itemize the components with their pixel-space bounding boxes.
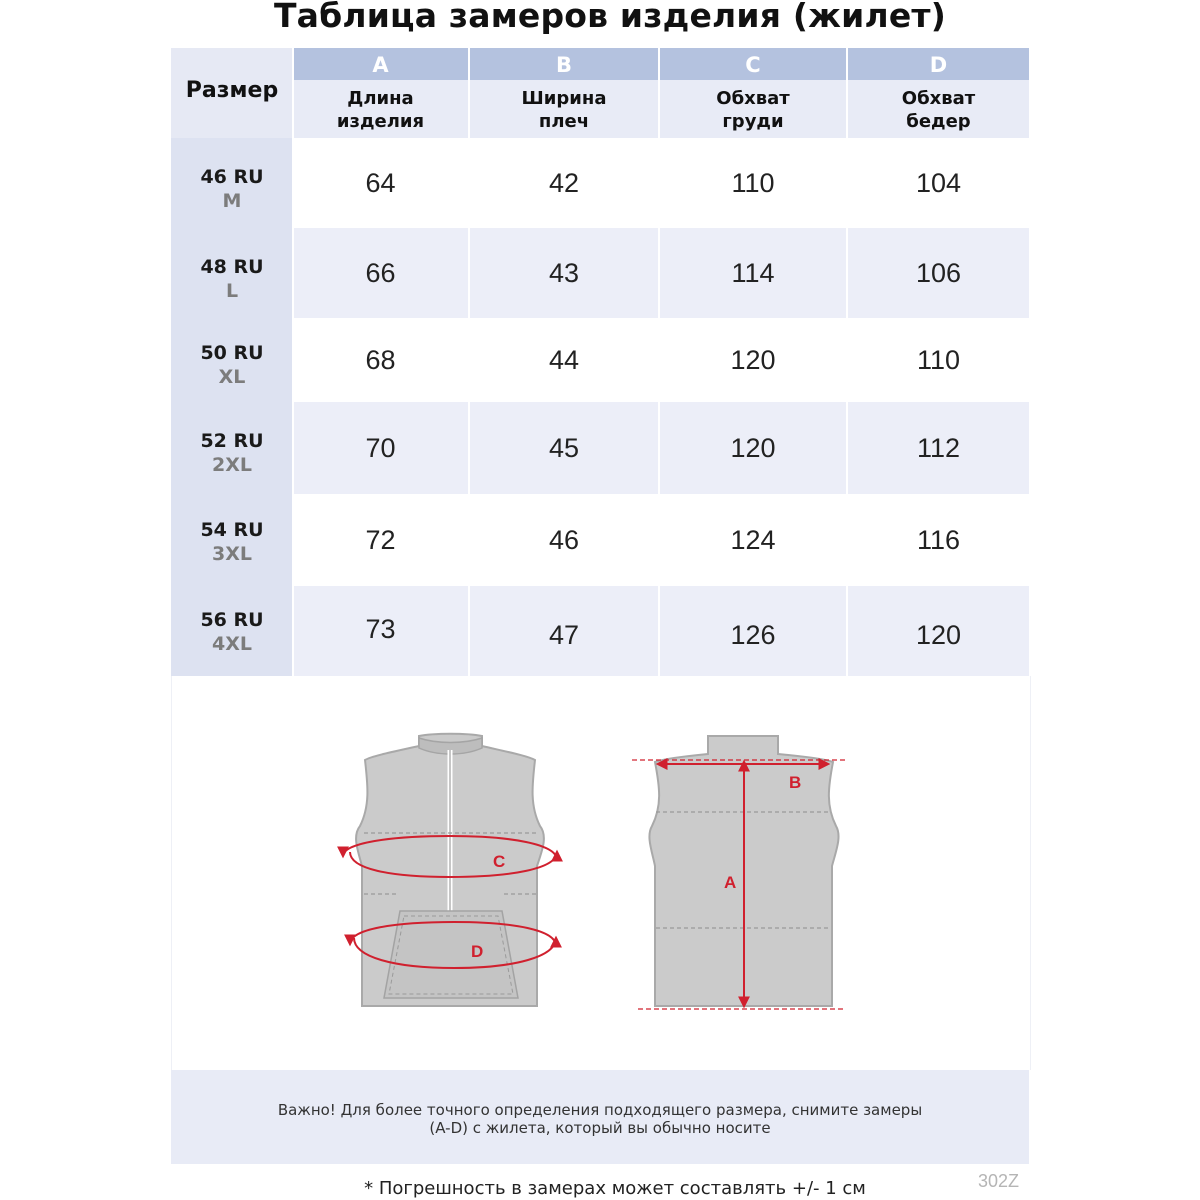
measurement-diagram bbox=[171, 676, 1031, 1070]
back-vest bbox=[632, 736, 848, 1009]
cell-hips: 112 bbox=[916, 432, 961, 463]
column-label: Обхват бедер bbox=[848, 80, 1029, 138]
label-c: C bbox=[493, 852, 506, 871]
cell-hips: 110 bbox=[916, 344, 961, 375]
table-row bbox=[293, 318, 1029, 402]
cell-chest: 110 bbox=[731, 167, 775, 198]
cell-hips: 116 bbox=[916, 524, 961, 555]
table-row bbox=[293, 494, 1029, 586]
size-label: 46 RU M bbox=[200, 166, 264, 212]
table-row bbox=[293, 228, 1029, 318]
size-table bbox=[171, 48, 1029, 676]
cell-shoulders: 45 bbox=[548, 432, 580, 463]
column-label: Длина изделия bbox=[293, 80, 468, 138]
cell-chest: 126 bbox=[730, 619, 776, 650]
product-code: 302Z bbox=[978, 1171, 1020, 1191]
cell-length: 70 bbox=[365, 432, 396, 463]
cell-length: 64 bbox=[365, 167, 396, 198]
column-header-a bbox=[293, 48, 468, 138]
cell-chest: 124 bbox=[730, 524, 776, 555]
size-column-header: Размер bbox=[171, 48, 293, 138]
cell-chest: 114 bbox=[731, 257, 775, 288]
label-d: D bbox=[471, 942, 484, 961]
label-b: B bbox=[789, 773, 802, 792]
table-row bbox=[293, 586, 1029, 676]
column-letter: C bbox=[660, 48, 846, 80]
size-label: 54 RU 3XL bbox=[200, 519, 264, 565]
cell-shoulders: 43 bbox=[548, 257, 580, 288]
column-divider bbox=[846, 48, 848, 676]
note-text: Важно! Для более точного определения подходящего размера, снимите замеры (A-D) с жилета, который вы обычно носите bbox=[277, 1101, 923, 1137]
page-title: Таблица замеров изделия (жилет) bbox=[273, 0, 947, 35]
cell-chest: 120 bbox=[730, 344, 776, 375]
column-label: Ширина плеч bbox=[470, 80, 658, 138]
cell-hips: 104 bbox=[915, 167, 962, 198]
cell-chest: 120 bbox=[730, 432, 776, 463]
size-label: 50 RU XL bbox=[200, 342, 264, 388]
column-header-d bbox=[848, 48, 1029, 138]
cell-hips: 120 bbox=[915, 619, 962, 650]
column-letter: B bbox=[470, 48, 658, 80]
size-label: 48 RU L bbox=[200, 256, 264, 302]
column-letter: A bbox=[293, 48, 468, 80]
column-divider bbox=[468, 48, 470, 676]
column-label: Обхват груди bbox=[660, 80, 846, 138]
measurement-note bbox=[171, 1070, 1029, 1164]
table-row bbox=[293, 402, 1029, 494]
cell-shoulders: 42 bbox=[548, 167, 580, 198]
size-label: 52 RU 2XL bbox=[200, 430, 264, 476]
vest-illustration bbox=[172, 676, 1030, 1070]
column-header-b bbox=[470, 48, 658, 138]
column-divider bbox=[658, 48, 660, 676]
cell-length: 72 bbox=[365, 524, 396, 555]
cell-shoulders: 47 bbox=[548, 619, 580, 650]
column-letter: D bbox=[848, 48, 1029, 80]
label-a: A bbox=[724, 873, 737, 892]
table-row bbox=[293, 138, 1029, 228]
size-column bbox=[171, 138, 293, 676]
cell-length: 68 bbox=[365, 344, 396, 375]
cell-hips: 106 bbox=[915, 257, 962, 288]
cell-shoulders: 46 bbox=[548, 524, 580, 555]
cell-shoulders: 44 bbox=[548, 344, 580, 375]
cell-length: 66 bbox=[365, 257, 396, 288]
column-header-c bbox=[660, 48, 846, 138]
tolerance-footnote: * Погрешность в замерах может составлять +/- 1 см bbox=[364, 1178, 866, 1199]
size-label: 56 RU 4XL bbox=[200, 609, 264, 655]
front-vest bbox=[343, 734, 557, 1006]
cell-length: 73 bbox=[365, 613, 396, 644]
